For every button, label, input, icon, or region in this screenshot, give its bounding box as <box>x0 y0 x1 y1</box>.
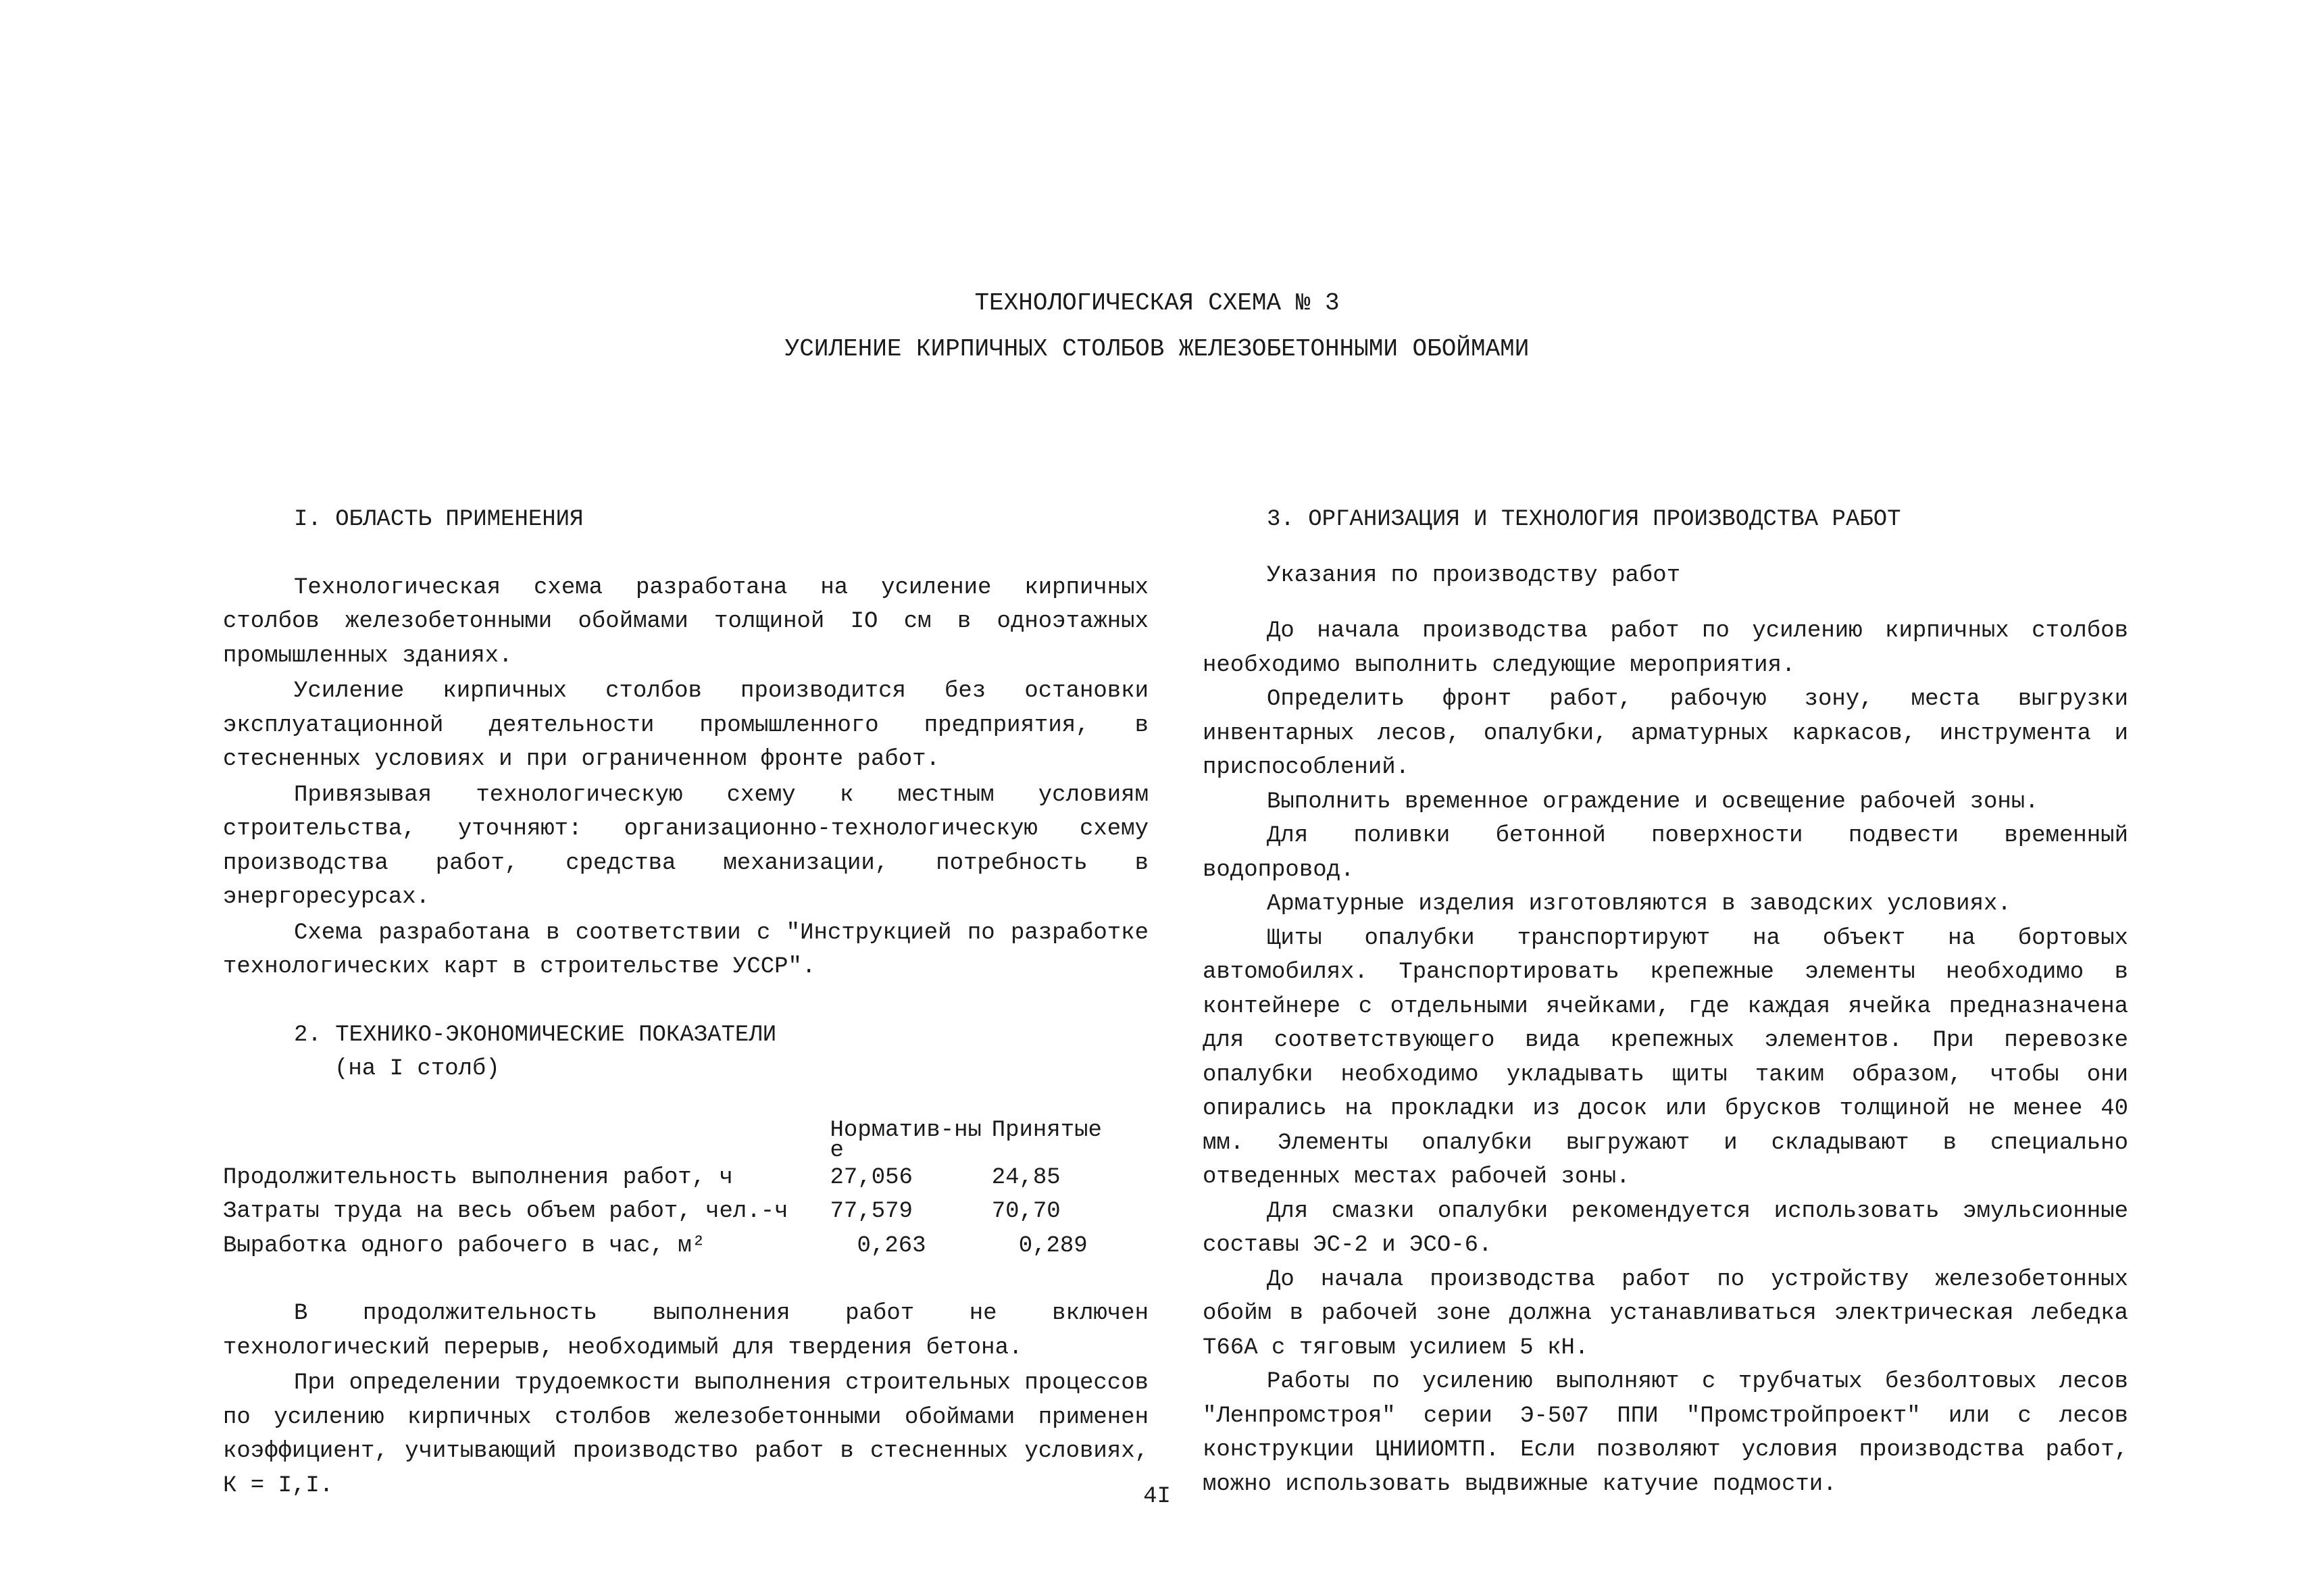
section-2-paragraph: В продолжительность выполнения работ не включен технологический перерыв, необходимый для твердения бетона. <box>223 1301 1149 1361</box>
row-normative-value: 77,579 <box>830 1199 913 1224</box>
indicators-table <box>223 1117 1149 1264</box>
table-row <box>223 1195 1149 1229</box>
section-3-paragraph: Арматурные изделия изготовляются в заводских условиях. <box>1267 891 2011 917</box>
section-3-paragraph: До начала производства работ по усилению кирпичных столбов необходимо выполнить следующие мероприятия. <box>1203 618 2128 678</box>
section-3-paragraph: Выполнить временное ограждение и освещение рабочей зоны. <box>1267 789 2039 815</box>
row-normative-value: 27,056 <box>830 1164 913 1191</box>
section-1-paragraph: Усиление кирпичных столбов производится без остановки эксплуатационной деятельности промышленного предприятия, в стесненных условиях и при ограниченном фронте работ. <box>223 678 1149 772</box>
title-line-2: УСИЛЕНИЕ КИРПИЧНЫХ СТОЛБОВ ЖЕЛЕЗОБЕТОННЫМИ ОБОЙМАМИ <box>784 335 1530 363</box>
column-normative: Норматив-ные <box>830 1117 982 1164</box>
section-3-paragraph: Для смазки опалубки рекомендуется использовать эмульсионные составы ЭС-2 и ЭСО-6. <box>1203 1198 2128 1258</box>
section-3-paragraph: Для поливки бетонной поверхности подвести временный водопровод. <box>1203 823 2128 883</box>
section-2-paragraph: При определении трудоемкости выполнения строительных процессов по усилению кирпичных столбов железобетонными обоймами применен коэффициент, учитывающий производство работ в стесненных условиях, К = I,I. <box>223 1370 1149 1499</box>
row-name: Выработка одного рабочего в час, м² <box>223 1232 706 1259</box>
section-2-subheading: (на I столб) <box>334 1056 500 1082</box>
document-title <box>0 280 2314 372</box>
right-column <box>1203 503 2128 1501</box>
table-header-row <box>223 1120 1149 1161</box>
title-line-1: ТЕХНОЛОГИЧЕСКАЯ СХЕМА № 3 <box>974 289 1340 317</box>
left-column <box>223 503 1149 1503</box>
row-accepted-value: 24,85 <box>991 1164 1061 1191</box>
table-row <box>223 1229 1149 1264</box>
section-2-heading: 2. ТЕХНИКО-ЭКОНОМИЧЕСКИЕ ПОКАЗАТЕЛИ <box>294 1022 777 1048</box>
section-1-paragraph: Технологическая схема разработана на усиление кирпичных столбов железобетонными обоймами толщиной IO см в одноэтажных промышленных зданиях. <box>223 574 1149 669</box>
table-row <box>223 1161 1149 1195</box>
section-1-paragraph: Привязывая технологическую схему к местным условиям строительства, уточняют: организационно-технологическую схему производства работ, средства механизации, потребность в энергоресурсах. <box>223 782 1149 910</box>
section-3-subheading: Указания по производству работ <box>1267 562 1681 589</box>
section-3-paragraph: До начала производства работ по устройству железобетонных обойм в рабочей зоне должна устанавливаться электрическая лебедка Т66А с тяговым усилием 5 кН. <box>1203 1266 2128 1361</box>
row-name: Продолжительность выполнения работ, ч <box>223 1164 733 1191</box>
column-accepted: Принятые <box>991 1117 1102 1143</box>
row-accepted-value: 0,289 <box>1018 1232 1088 1259</box>
row-normative-value: 0,263 <box>857 1232 926 1259</box>
section-3-paragraph: Работы по усилению выполняют с трубчатых безболтовых лесов "Ленпромстроя" серии Э-507 ППИ "Промстройпроект" или с лесов конструкции ЦНИИОМТП. Если позволяют условия производства работ, можно использовать выдвижные катучие подмости. <box>1203 1369 2128 1497</box>
section-3-heading: 3. ОРГАНИЗАЦИЯ И ТЕХНОЛОГИЯ ПРОИЗВОДСТВА РАБОТ <box>1267 507 1901 532</box>
section-3-paragraph: Щиты опалубки транспортируют на объект на бортовых автомобилях. Транспортировать крепежные элементы необходимо в контейнере с отдельными ячейками, где каждая ячейка предназначена для соответствующего вида крепежных элементов. При перевозке опалубки необходимо укладывать щиты таким образом, чтобы они опирались на прокладки из досок или брусков толщиной не менее 40 мм. Элементы опалубки выгружают и складывают в специально отведенных местах рабочей зоны. <box>1203 925 2128 1190</box>
section-1-heading: I. ОБЛАСТЬ ПРИМЕНЕНИЯ <box>294 507 584 532</box>
section-3-paragraph: Определить фронт работ, рабочую зону, места выгрузки инвентарных лесов, опалубки, арматурных каркасов, инструмента и приспособлений. <box>1203 687 2128 780</box>
section-1-paragraph: Схема разработана в соответствии с "Инструкцией по разработке технологических карт в строительстве УССР". <box>223 920 1149 980</box>
page-number: 4I <box>1143 1484 1171 1510</box>
row-name: Затраты труда на весь объем работ, чел.-ч <box>223 1199 788 1224</box>
row-accepted-value: 70,70 <box>991 1199 1061 1224</box>
